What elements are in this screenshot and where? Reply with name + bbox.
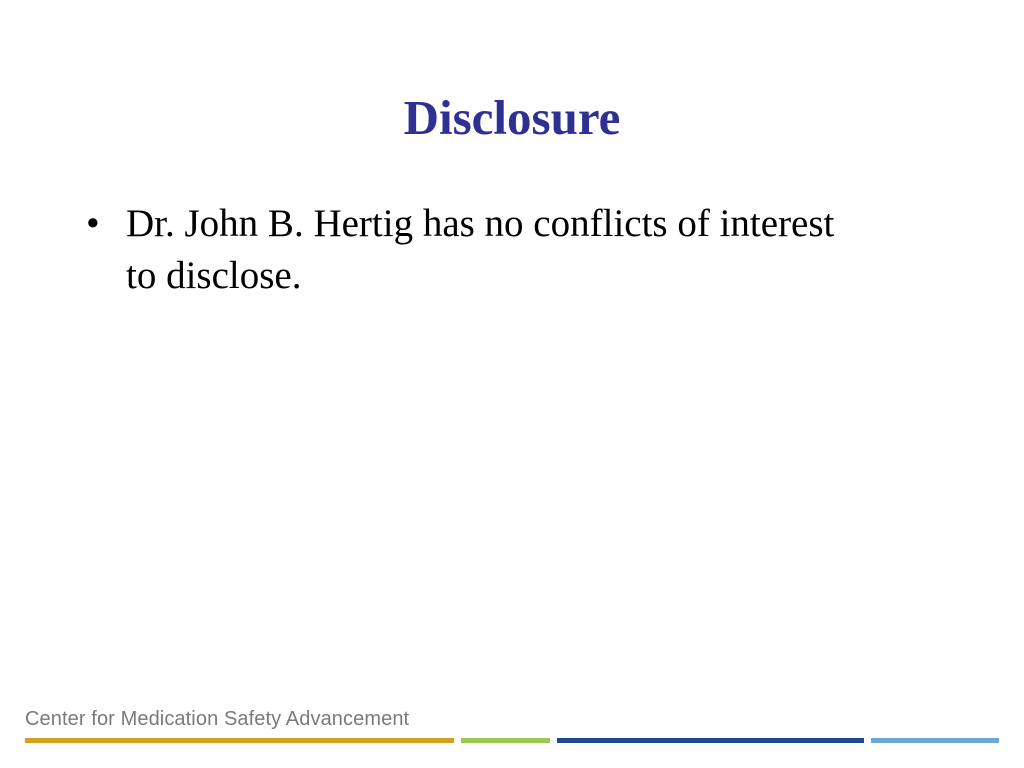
- footer-bar-gold: [25, 738, 454, 743]
- bullet-item: [86, 198, 986, 302]
- bullet-text-line-1: Dr. John B. Hertig has no conflicts of interest: [126, 202, 835, 245]
- bullet-marker: •: [86, 202, 100, 245]
- bullet-list: [86, 198, 986, 302]
- footer-bar-green: [461, 738, 550, 743]
- footer-organization-name: Center for Medication Safety Advancement: [25, 708, 410, 730]
- footer-color-bars: [0, 738, 1024, 743]
- footer-bar-lightblue: [871, 738, 999, 743]
- bullet-text-line-2: to disclose.: [126, 254, 302, 297]
- slide-title: Disclosure: [403, 90, 621, 145]
- footer-bar-navy: [557, 738, 864, 743]
